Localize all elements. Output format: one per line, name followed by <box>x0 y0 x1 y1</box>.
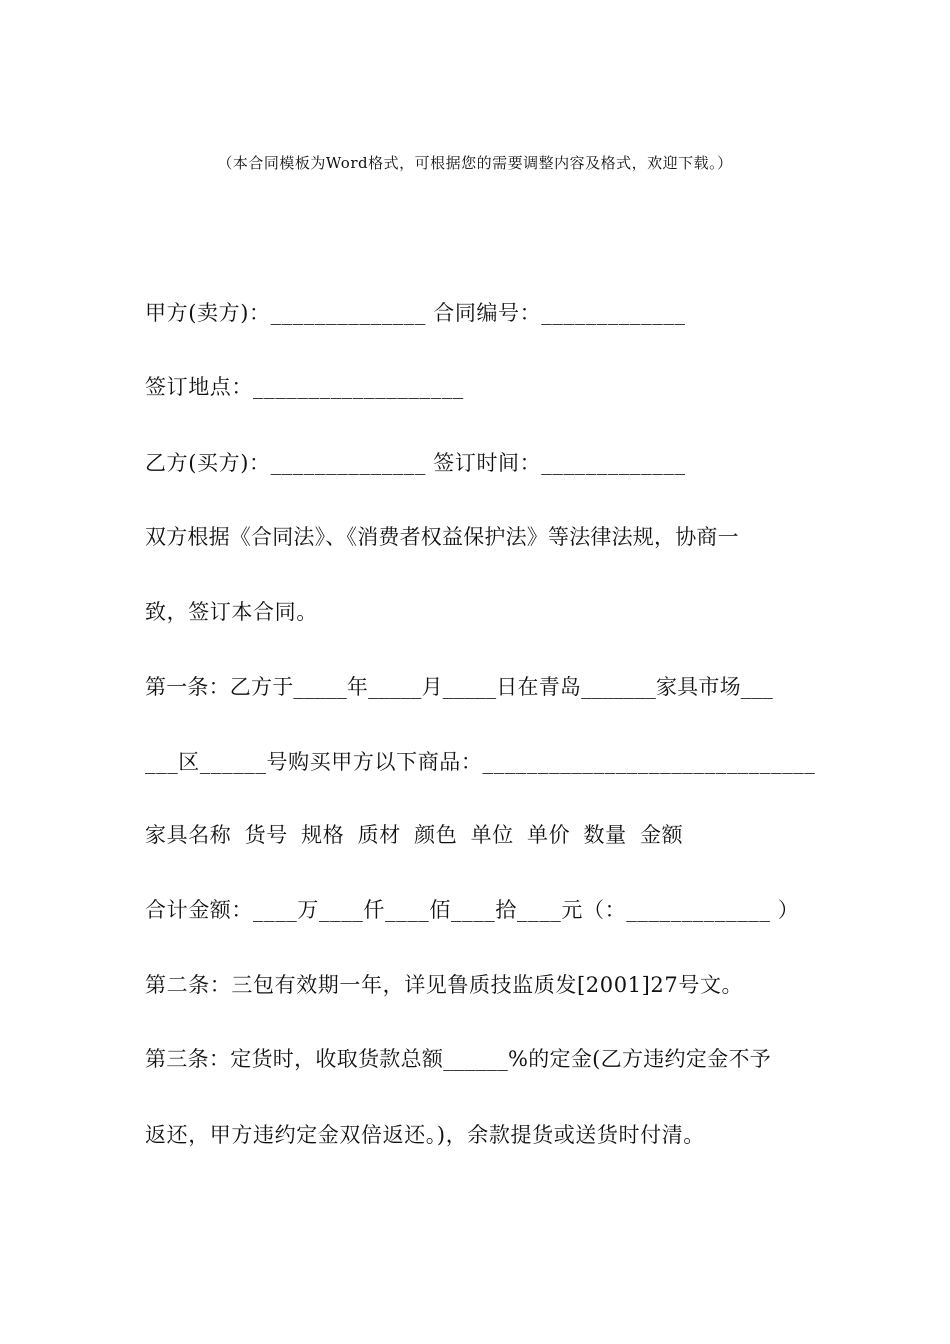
party-a-contract-number-line: 甲方(卖方)：______________ 合同编号：_____________ <box>145 301 686 325</box>
article-2-line: 第二条：三包有效期一年，详见鲁质技监质发[2001]27号文。 <box>145 973 744 997</box>
article-1-line-2: ___区______号购买甲方以下商品：______________________________ <box>145 750 816 774</box>
signing-place-line: 签订地点：___________________ <box>145 375 464 399</box>
preamble-line-2: 致，签订本合同。 <box>145 600 318 624</box>
article-3-line-2: 返还，甲方违约定金双倍返还。)，余款提货或送货时付清。 <box>145 1123 705 1147</box>
article-3-line-1: 第三条：定货时，收取货款总额______%的定金(乙方违约定金不予 <box>145 1047 772 1071</box>
template-note: （本合同模板为Word格式，可根据您的需要调整内容及格式，欢迎下载。） <box>217 154 733 172</box>
goods-table-header: 家具名称 货号 规格 质材 颜色 单位 单价 数量 金额 <box>145 823 684 847</box>
preamble-line-1: 双方根据《合同法》、《消费者权益保护法》等法律法规，协商一 <box>145 525 739 549</box>
article-1-line-1: 第一条：乙方于_____年_____月_____日在青岛_______家具市场___ <box>145 675 773 699</box>
party-b-signing-time-line: 乙方(买方)：______________ 签订时间：_____________ <box>145 451 686 475</box>
total-amount-line: 合计金额：____万____仟____佰____拾____元（：_____________ ） <box>145 898 800 922</box>
